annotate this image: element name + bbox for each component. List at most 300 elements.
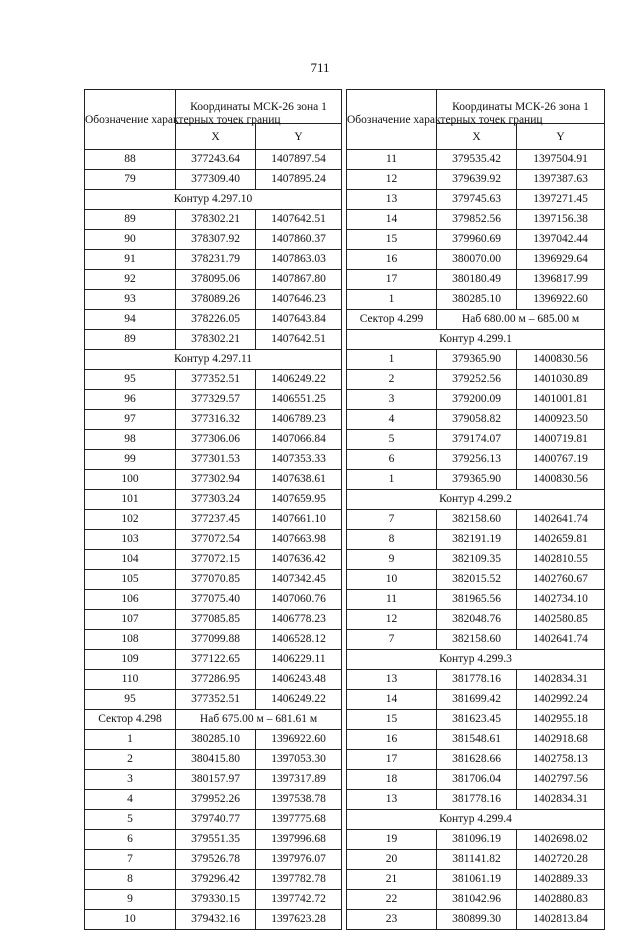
y-coordinate: 1402834.31 (517, 670, 605, 690)
table-row (85, 550, 342, 570)
table-row (347, 890, 605, 910)
x-coordinate: 379256.13 (437, 450, 517, 470)
x-coordinate: 377309.40 (176, 170, 256, 190)
table-row (85, 850, 342, 870)
y-coordinate: 1407643.84 (256, 310, 342, 330)
x-coordinate: 378302.21 (176, 330, 256, 350)
x-coordinate: 380285.10 (437, 290, 517, 310)
y-coordinate: 1402758.13 (517, 750, 605, 770)
table-row (347, 530, 605, 550)
table-row (85, 730, 342, 750)
point-number: 18 (347, 770, 437, 790)
table-row (85, 890, 342, 910)
table-row (85, 410, 342, 430)
table-body-left (85, 150, 342, 930)
y-coordinate: 1397742.72 (256, 890, 342, 910)
page-number: 711 (310, 60, 330, 75)
x-coordinate: 379058.82 (437, 410, 517, 430)
y-coordinate: 1402580.85 (517, 610, 605, 630)
y-coordinate: 1406789.23 (256, 410, 342, 430)
table-row (85, 470, 342, 490)
y-coordinate: 1406243.48 (256, 670, 342, 690)
x-coordinate: 377075.40 (176, 590, 256, 610)
table-row (347, 470, 605, 490)
x-coordinate: 379960.69 (437, 230, 517, 250)
y-coordinate: 1407867.80 (256, 270, 342, 290)
table-row (85, 770, 342, 790)
table-row (347, 570, 605, 590)
sector-label: Сектор 4.298 (85, 710, 176, 730)
contour-row (85, 190, 342, 210)
table-row (85, 750, 342, 770)
point-number: 101 (85, 490, 176, 510)
contour-row (347, 650, 605, 670)
x-coordinate: 381623.45 (437, 710, 517, 730)
y-coordinate: 1397504.91 (517, 150, 605, 170)
y-coordinate: 1407342.45 (256, 570, 342, 590)
y-coordinate: 1402641.74 (517, 510, 605, 530)
x-coordinate: 381628.66 (437, 750, 517, 770)
x-coordinate: 381042.96 (437, 890, 517, 910)
x-coordinate: 378307.92 (176, 230, 256, 250)
y-coordinate: 1397317.89 (256, 770, 342, 790)
y-coordinate: 1407060.76 (256, 590, 342, 610)
y-coordinate: 1402797.56 (517, 770, 605, 790)
point-number: 110 (85, 670, 176, 690)
y-coordinate: 1407860.37 (256, 230, 342, 250)
table-row (347, 910, 605, 930)
table-body-right (347, 150, 605, 930)
table-row (85, 670, 342, 690)
y-coordinate: 1402659.81 (517, 530, 605, 550)
table-row (85, 790, 342, 810)
table-row (347, 290, 605, 310)
x-coordinate: 381706.04 (437, 770, 517, 790)
point-number: 11 (347, 150, 437, 170)
x-coordinate: 377352.51 (176, 690, 256, 710)
point-number: 22 (347, 890, 437, 910)
x-coordinate: 377352.51 (176, 370, 256, 390)
y-coordinate: 1397976.07 (256, 850, 342, 870)
y-coordinate: 1397156.38 (517, 210, 605, 230)
header-y: Y (256, 124, 342, 150)
point-number: 19 (347, 830, 437, 850)
sector-azimuth-range: Наб 675.00 м – 681.61 м (176, 710, 342, 730)
contour-label: Контур 4.297.11 (85, 350, 342, 370)
y-coordinate: 1406229.11 (256, 650, 342, 670)
point-number: 15 (347, 710, 437, 730)
point-number: 5 (85, 810, 176, 830)
y-coordinate: 1407863.03 (256, 250, 342, 270)
table-row (347, 730, 605, 750)
point-number: 4 (85, 790, 176, 810)
y-coordinate: 1400830.56 (517, 470, 605, 490)
x-coordinate: 377316.32 (176, 410, 256, 430)
point-number: 105 (85, 570, 176, 590)
x-coordinate: 379330.15 (176, 890, 256, 910)
x-coordinate: 377085.85 (176, 610, 256, 630)
point-number: 1 (347, 350, 437, 370)
point-number: 12 (347, 170, 437, 190)
table-row (347, 390, 605, 410)
y-coordinate: 1406249.22 (256, 690, 342, 710)
table-row (85, 910, 342, 930)
x-coordinate: 379551.35 (176, 830, 256, 850)
table-row (347, 850, 605, 870)
point-number: 3 (85, 770, 176, 790)
point-number: 95 (85, 690, 176, 710)
x-coordinate: 377286.95 (176, 670, 256, 690)
y-coordinate: 1402698.02 (517, 830, 605, 850)
table-row (347, 630, 605, 650)
y-coordinate: 1406778.23 (256, 610, 342, 630)
y-coordinate: 1407353.33 (256, 450, 342, 470)
x-coordinate: 377072.15 (176, 550, 256, 570)
y-coordinate: 1397271.45 (517, 190, 605, 210)
y-coordinate: 1402880.83 (517, 890, 605, 910)
table-row (347, 870, 605, 890)
table-row (85, 590, 342, 610)
contour-row (347, 490, 605, 510)
header-coord-system: Координаты МСК-26 зона 1 (176, 90, 342, 124)
point-number: 7 (347, 630, 437, 650)
x-coordinate: 381965.56 (437, 590, 517, 610)
point-number: 14 (347, 210, 437, 230)
x-coordinate: 381096.19 (437, 830, 517, 850)
header-x: X (176, 124, 256, 150)
point-number: 108 (85, 630, 176, 650)
x-coordinate: 379432.16 (176, 910, 256, 930)
table-row (347, 770, 605, 790)
point-number: 4 (347, 410, 437, 430)
point-number: 7 (85, 850, 176, 870)
table-row (347, 210, 605, 230)
table-row (347, 430, 605, 450)
x-coordinate: 378231.79 (176, 250, 256, 270)
table-row (85, 370, 342, 390)
x-coordinate: 380415.80 (176, 750, 256, 770)
header-x: X (437, 124, 517, 150)
header-coord-system: Координаты МСК-26 зона 1 (437, 90, 605, 124)
table-row (85, 630, 342, 650)
y-coordinate: 1406528.12 (256, 630, 342, 650)
point-number: 98 (85, 430, 176, 450)
x-coordinate: 379200.09 (437, 390, 517, 410)
table-row (85, 510, 342, 530)
point-number: 89 (85, 210, 176, 230)
point-number: 109 (85, 650, 176, 670)
table-row (347, 610, 605, 630)
x-coordinate: 379365.90 (437, 350, 517, 370)
x-coordinate: 382015.52 (437, 570, 517, 590)
table-row (347, 450, 605, 470)
point-number: 6 (85, 830, 176, 850)
point-number: 16 (347, 250, 437, 270)
table-row (85, 310, 342, 330)
table-row (347, 670, 605, 690)
y-coordinate: 1396929.64 (517, 250, 605, 270)
point-number: 94 (85, 310, 176, 330)
y-coordinate: 1397782.78 (256, 870, 342, 890)
point-number: 12 (347, 610, 437, 630)
x-coordinate: 381061.19 (437, 870, 517, 890)
sector-row (347, 310, 605, 330)
point-number: 15 (347, 230, 437, 250)
x-coordinate: 382109.35 (437, 550, 517, 570)
point-number: 9 (347, 550, 437, 570)
y-coordinate: 1400719.81 (517, 430, 605, 450)
point-number: 90 (85, 230, 176, 250)
x-coordinate: 382158.60 (437, 630, 517, 650)
x-coordinate: 381699.42 (437, 690, 517, 710)
point-number: 2 (85, 750, 176, 770)
y-coordinate: 1406249.22 (256, 370, 342, 390)
point-number: 100 (85, 470, 176, 490)
x-coordinate: 377302.94 (176, 470, 256, 490)
point-number: 91 (85, 250, 176, 270)
point-number: 13 (347, 670, 437, 690)
y-coordinate: 1397538.78 (256, 790, 342, 810)
x-coordinate: 379365.90 (437, 470, 517, 490)
table-row (347, 230, 605, 250)
point-number: 3 (347, 390, 437, 410)
table-row (85, 390, 342, 410)
point-number: 10 (347, 570, 437, 590)
point-number: 95 (85, 370, 176, 390)
header-designation: Обозначение характерных точек границ (347, 90, 437, 150)
y-coordinate: 1402813.84 (517, 910, 605, 930)
point-number: 104 (85, 550, 176, 570)
y-coordinate: 1407659.95 (256, 490, 342, 510)
y-coordinate: 1397387.63 (517, 170, 605, 190)
table-row (85, 270, 342, 290)
table-row (85, 430, 342, 450)
y-coordinate: 1397775.68 (256, 810, 342, 830)
y-coordinate: 1397996.68 (256, 830, 342, 850)
y-coordinate: 1400830.56 (517, 350, 605, 370)
point-number: 103 (85, 530, 176, 550)
contour-label: Контур 4.299.1 (347, 330, 605, 350)
point-number: 8 (85, 870, 176, 890)
point-number: 1 (347, 470, 437, 490)
table-row (85, 230, 342, 250)
x-coordinate: 380157.97 (176, 770, 256, 790)
point-number: 16 (347, 730, 437, 750)
table-row (347, 750, 605, 770)
x-coordinate: 379639.92 (437, 170, 517, 190)
y-coordinate: 1401001.81 (517, 390, 605, 410)
point-number: 79 (85, 170, 176, 190)
table-row (85, 650, 342, 670)
y-coordinate: 1402734.10 (517, 590, 605, 610)
y-coordinate: 1407897.54 (256, 150, 342, 170)
y-coordinate: 1402955.18 (517, 710, 605, 730)
x-coordinate: 379174.07 (437, 430, 517, 450)
point-number: 106 (85, 590, 176, 610)
x-coordinate: 378302.21 (176, 210, 256, 230)
table-row (347, 350, 605, 370)
x-coordinate: 380899.30 (437, 910, 517, 930)
table-row (347, 790, 605, 810)
y-coordinate: 1406551.25 (256, 390, 342, 410)
x-coordinate: 379852.56 (437, 210, 517, 230)
table-row (85, 210, 342, 230)
x-coordinate: 381778.16 (437, 670, 517, 690)
y-coordinate: 1407638.61 (256, 470, 342, 490)
x-coordinate: 377303.24 (176, 490, 256, 510)
x-coordinate: 382191.19 (437, 530, 517, 550)
table-row (85, 610, 342, 630)
table-row (85, 870, 342, 890)
x-coordinate: 381778.16 (437, 790, 517, 810)
sector-label: Сектор 4.299 (347, 310, 437, 330)
y-coordinate: 1402918.68 (517, 730, 605, 750)
y-coordinate: 1402834.31 (517, 790, 605, 810)
x-coordinate: 379952.26 (176, 790, 256, 810)
point-number: 10 (85, 910, 176, 930)
table-row (85, 830, 342, 850)
x-coordinate: 377122.65 (176, 650, 256, 670)
table-row (347, 250, 605, 270)
table-row (85, 330, 342, 350)
y-coordinate: 1397053.30 (256, 750, 342, 770)
x-coordinate: 379535.42 (437, 150, 517, 170)
y-coordinate: 1402810.55 (517, 550, 605, 570)
coordinates-table-left (84, 89, 342, 930)
point-number: 89 (85, 330, 176, 350)
y-coordinate: 1396922.60 (517, 290, 605, 310)
x-coordinate: 377301.53 (176, 450, 256, 470)
table-row (347, 550, 605, 570)
point-number: 88 (85, 150, 176, 170)
x-coordinate: 377243.64 (176, 150, 256, 170)
point-number: 11 (347, 590, 437, 610)
point-number: 1 (347, 290, 437, 310)
y-coordinate: 1400923.50 (517, 410, 605, 430)
point-number: 102 (85, 510, 176, 530)
table-row (347, 510, 605, 530)
point-number: 93 (85, 290, 176, 310)
sector-azimuth-range: Наб 680.00 м – 685.00 м (437, 310, 605, 330)
point-number: 13 (347, 190, 437, 210)
x-coordinate: 380285.10 (176, 730, 256, 750)
table-row (85, 290, 342, 310)
y-coordinate: 1407636.42 (256, 550, 342, 570)
y-coordinate: 1397623.28 (256, 910, 342, 930)
y-coordinate: 1402760.67 (517, 570, 605, 590)
contour-label: Контур 4.297.10 (85, 190, 342, 210)
point-number: 6 (347, 450, 437, 470)
x-coordinate: 379740.77 (176, 810, 256, 830)
x-coordinate: 377237.45 (176, 510, 256, 530)
y-coordinate: 1402992.24 (517, 690, 605, 710)
table-row (347, 370, 605, 390)
y-coordinate: 1407895.24 (256, 170, 342, 190)
table-row (85, 530, 342, 550)
table-row (347, 270, 605, 290)
y-coordinate: 1401030.89 (517, 370, 605, 390)
point-number: 97 (85, 410, 176, 430)
point-number: 5 (347, 430, 437, 450)
x-coordinate: 379745.63 (437, 190, 517, 210)
table-row (85, 170, 342, 190)
point-number: 7 (347, 510, 437, 530)
x-coordinate: 379296.42 (176, 870, 256, 890)
contour-label: Контур 4.299.3 (347, 650, 605, 670)
x-coordinate: 378226.05 (176, 310, 256, 330)
x-coordinate: 380180.49 (437, 270, 517, 290)
table-row (85, 810, 342, 830)
point-number: 8 (347, 530, 437, 550)
contour-row (85, 350, 342, 370)
table-row (85, 450, 342, 470)
y-coordinate: 1407663.98 (256, 530, 342, 550)
x-coordinate: 377070.85 (176, 570, 256, 590)
table-row (347, 710, 605, 730)
point-number: 9 (85, 890, 176, 910)
y-coordinate: 1400767.19 (517, 450, 605, 470)
x-coordinate: 379252.56 (437, 370, 517, 390)
y-coordinate: 1402889.33 (517, 870, 605, 890)
x-coordinate: 381548.61 (437, 730, 517, 750)
y-coordinate: 1407642.51 (256, 210, 342, 230)
x-coordinate: 382048.76 (437, 610, 517, 630)
table-row (85, 150, 342, 170)
table-row (85, 490, 342, 510)
x-coordinate: 378089.26 (176, 290, 256, 310)
table-row (85, 690, 342, 710)
table-row (347, 690, 605, 710)
table-row (347, 190, 605, 210)
table-row (347, 410, 605, 430)
table-row (347, 590, 605, 610)
table-row (347, 150, 605, 170)
point-number: 20 (347, 850, 437, 870)
y-coordinate: 1396922.60 (256, 730, 342, 750)
x-coordinate: 380070.00 (437, 250, 517, 270)
point-number: 17 (347, 270, 437, 290)
y-coordinate: 1407661.10 (256, 510, 342, 530)
y-coordinate: 1402720.28 (517, 850, 605, 870)
x-coordinate: 381141.82 (437, 850, 517, 870)
x-coordinate: 382158.60 (437, 510, 517, 530)
contour-label: Контур 4.299.4 (347, 810, 605, 830)
x-coordinate: 377099.88 (176, 630, 256, 650)
point-number: 92 (85, 270, 176, 290)
y-coordinate: 1407066.84 (256, 430, 342, 450)
point-number: 23 (347, 910, 437, 930)
y-coordinate: 1402641.74 (517, 630, 605, 650)
contour-row (347, 330, 605, 350)
y-coordinate: 1397042.44 (517, 230, 605, 250)
contour-label: Контур 4.299.2 (347, 490, 605, 510)
table-row (347, 170, 605, 190)
point-number: 14 (347, 690, 437, 710)
x-coordinate: 378095.06 (176, 270, 256, 290)
point-number: 107 (85, 610, 176, 630)
table-row (85, 570, 342, 590)
y-coordinate: 1396817.99 (517, 270, 605, 290)
x-coordinate: 379526.78 (176, 850, 256, 870)
x-coordinate: 377329.57 (176, 390, 256, 410)
coordinates-table-right (346, 89, 605, 930)
sector-row (85, 710, 342, 730)
point-number: 99 (85, 450, 176, 470)
table-row (85, 250, 342, 270)
point-number: 1 (85, 730, 176, 750)
point-number: 21 (347, 870, 437, 890)
header-designation: Обозначение характерных точек границ (85, 90, 176, 150)
